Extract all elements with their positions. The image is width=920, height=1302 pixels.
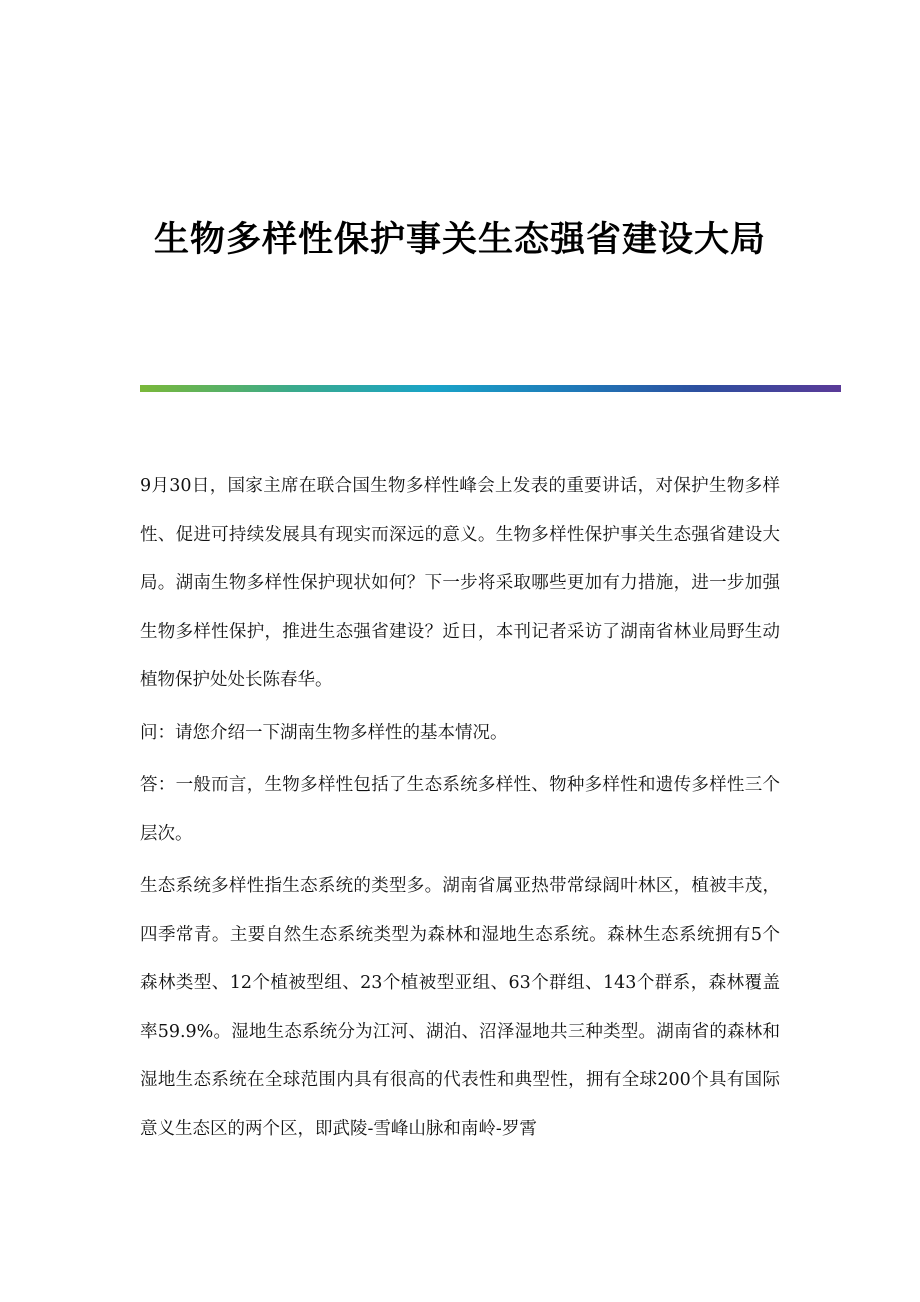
paragraph-answer: 答：一般而言，生物多样性包括了生态系统多样性、物种多样性和遗传多样性三个层次。 (140, 775, 780, 844)
paragraph-question: 问：请您介绍一下湖南生物多样性的基本情况。 (140, 722, 508, 743)
paragraph-intro: 9月30日，国家主席在联合国生物多样性峰会上发表的重要讲话，对保护生物多样性、促进可持续发展具有现实而深远的意义。生物多样性保护事关生态强省建设大局。湖南生物多样性保护现状如何？下一步将采取哪些更加有力措施，进一步加强生物多样性保护，推进生态强省建设？近日，本刊记者采访了湖南省林业局野生动植物保护处处长陈春华。 (140, 476, 780, 690)
paragraph-ecosystem: 生态系统多样性指生态系统的类型多。湖南省属亚热带常绿阔叶林区，植被丰茂，四季常青。主要自然生态系统类型为森林和湿地生态系统。森林生态系统拥有5个森林类型、12个植被型组、23个植被型亚组、63个群组、143个群系，森林覆盖率59.9%。湿地生态系统分为江河、湖泊、沼泽湿地共三种类型。湖南省的森林和湿地生态系统在全球范围内具有很高的代表性和典型性，拥有全球200个具有国际意义生态区的两个区，即武陵-雪峰山脉和南岭-罗霄 (140, 876, 780, 1139)
article-body (140, 462, 780, 1157)
page-title: 生物多样性保护事关生态强省建设大局 (153, 219, 766, 260)
title-divider (140, 385, 841, 392)
